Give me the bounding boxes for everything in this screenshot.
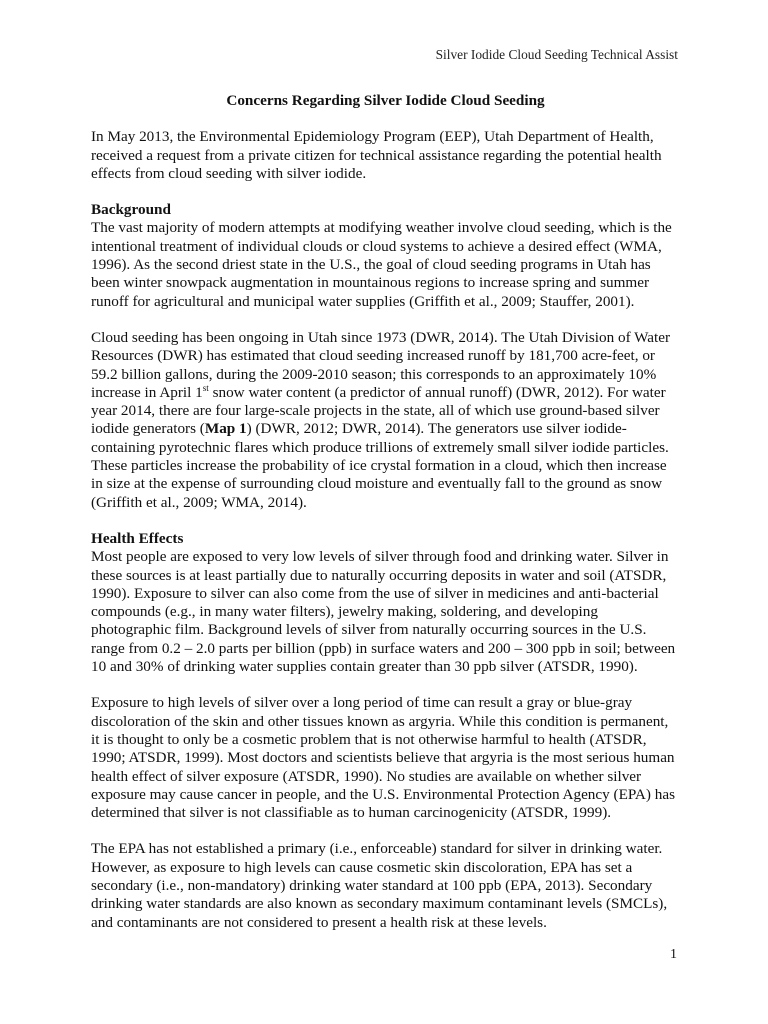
running-header: Silver Iodide Cloud Seeding Technical Assist <box>435 47 678 62</box>
background-p2-text-b: snow water content (a predictor of annual runoff) (DWR, 2012). For water year 2014, there are four large-scale projects in the state, all of which use ground-based silver iodide generators ( <box>91 383 666 438</box>
intro-paragraph: In May 2013, the Environmental Epidemiology Program (EEP), Utah Department of Health, received a request from a private citizen for technical assistance regarding the potential health effects from cloud seeding with silver iodide. <box>91 128 662 182</box>
background-p2-text-c: ) (DWR, 2012; DWR, 2014). The generators use silver iodide-containing pyrotechnic flares which produce trillions of extremely small silver iodide particles. These particles increase the probability of ice crystal formation in a cloud, which then increase in size at the expense of surrounding cloud moisture and eventually fall to the ground as snow (Griffith et al., 2009; WMA, 2014). <box>91 420 669 511</box>
background-paragraph-1 <box>91 201 680 311</box>
background-heading: Background <box>91 201 171 219</box>
health-paragraph-3: The EPA has not established a primary (i.e., enforceable) standard for silver in drinking water. However, as exposure to high levels can cause cosmetic skin discoloration, EPA has set a secondary (i.e., non-mandatory) drinking water standard at 100 ppb (EPA, 2013). Secondary drinking water standards are also known as secondary maximum contaminant levels (SMCLs), and contaminants are not considered to present a health risk at these levels. <box>91 840 668 931</box>
background-p1-text: The vast majority of modern attempts at modifying weather involve cloud seeding, which is the intentional treatment of individual clouds or cloud systems to achieve a desired effect (WMA, 1996). As the second driest state in the U.S., the goal of cloud seeding programs in Utah has been winter snowpack augmentation in mountainous regions to increase spring and summer runoff for agricultural and municipal water supplies (Griffith et al., 2009; Stauffer, 2001). <box>91 219 672 310</box>
map-1-reference: Map 1 <box>204 420 247 438</box>
health-paragraph-1 <box>91 530 680 676</box>
health-p1-text: Most people are exposed to very low levels of silver through food and drinking water. Silver in these sources is at least partially due to naturally occurring deposits in water and soil (ATSDR, 1990). Exposure to silver can also come from the use of silver in medicines and anti-bacterial compounds (e.g., in many water filters), jewelry making, soldering, and developing photographic film. Background levels of silver from naturally occurring sources in the U.S. range from 0.2 – 2.0 parts per billion (ppb) in surface waters and 200 – 300 ppb in soil; between 10 and 30% of drinking water supplies contain greater than 30 ppb silver (ATSDR, 1990). <box>91 548 676 676</box>
document-body <box>91 92 680 950</box>
health-effects-heading: Health Effects <box>91 529 184 547</box>
ordinal-superscript: st <box>202 382 209 393</box>
background-p2-text-a: Cloud seeding has been ongoing in Utah since 1973 (DWR, 2014). The Utah Division of Water Resources (DWR) has estimated that cloud seeding increased runoff by 181,700 acre-feet, or 59.2 billion gallons, during the 2009-2010 season; this corresponds to an approximately 10% increase in April 1 <box>91 328 671 401</box>
health-paragraph-2: Exposure to high levels of silver over a long period of time can result a gray or blue-gray discoloration of the skin and other tissues known as argyria. While this condition is permanent, it is thought to only be a cosmetic problem that is not otherwise harmful to health (ATSDR, 1990; ATSDR, 1999). Most doctors and scientists believe that argyria is the most serious human health effect of silver exposure (ATSDR, 1990). No studies are available on whether silver exposure may cause cancer in people, and the U.S. Environmental Protection Agency (EPA) has determined that silver is not classifiable as to human carcinogenicity (ATSDR, 1999). <box>91 694 675 822</box>
background-paragraph-2 <box>91 329 680 512</box>
page-number: 1 <box>670 947 677 962</box>
document-title: Concerns Regarding Silver Iodide Cloud Seeding <box>226 92 545 109</box>
